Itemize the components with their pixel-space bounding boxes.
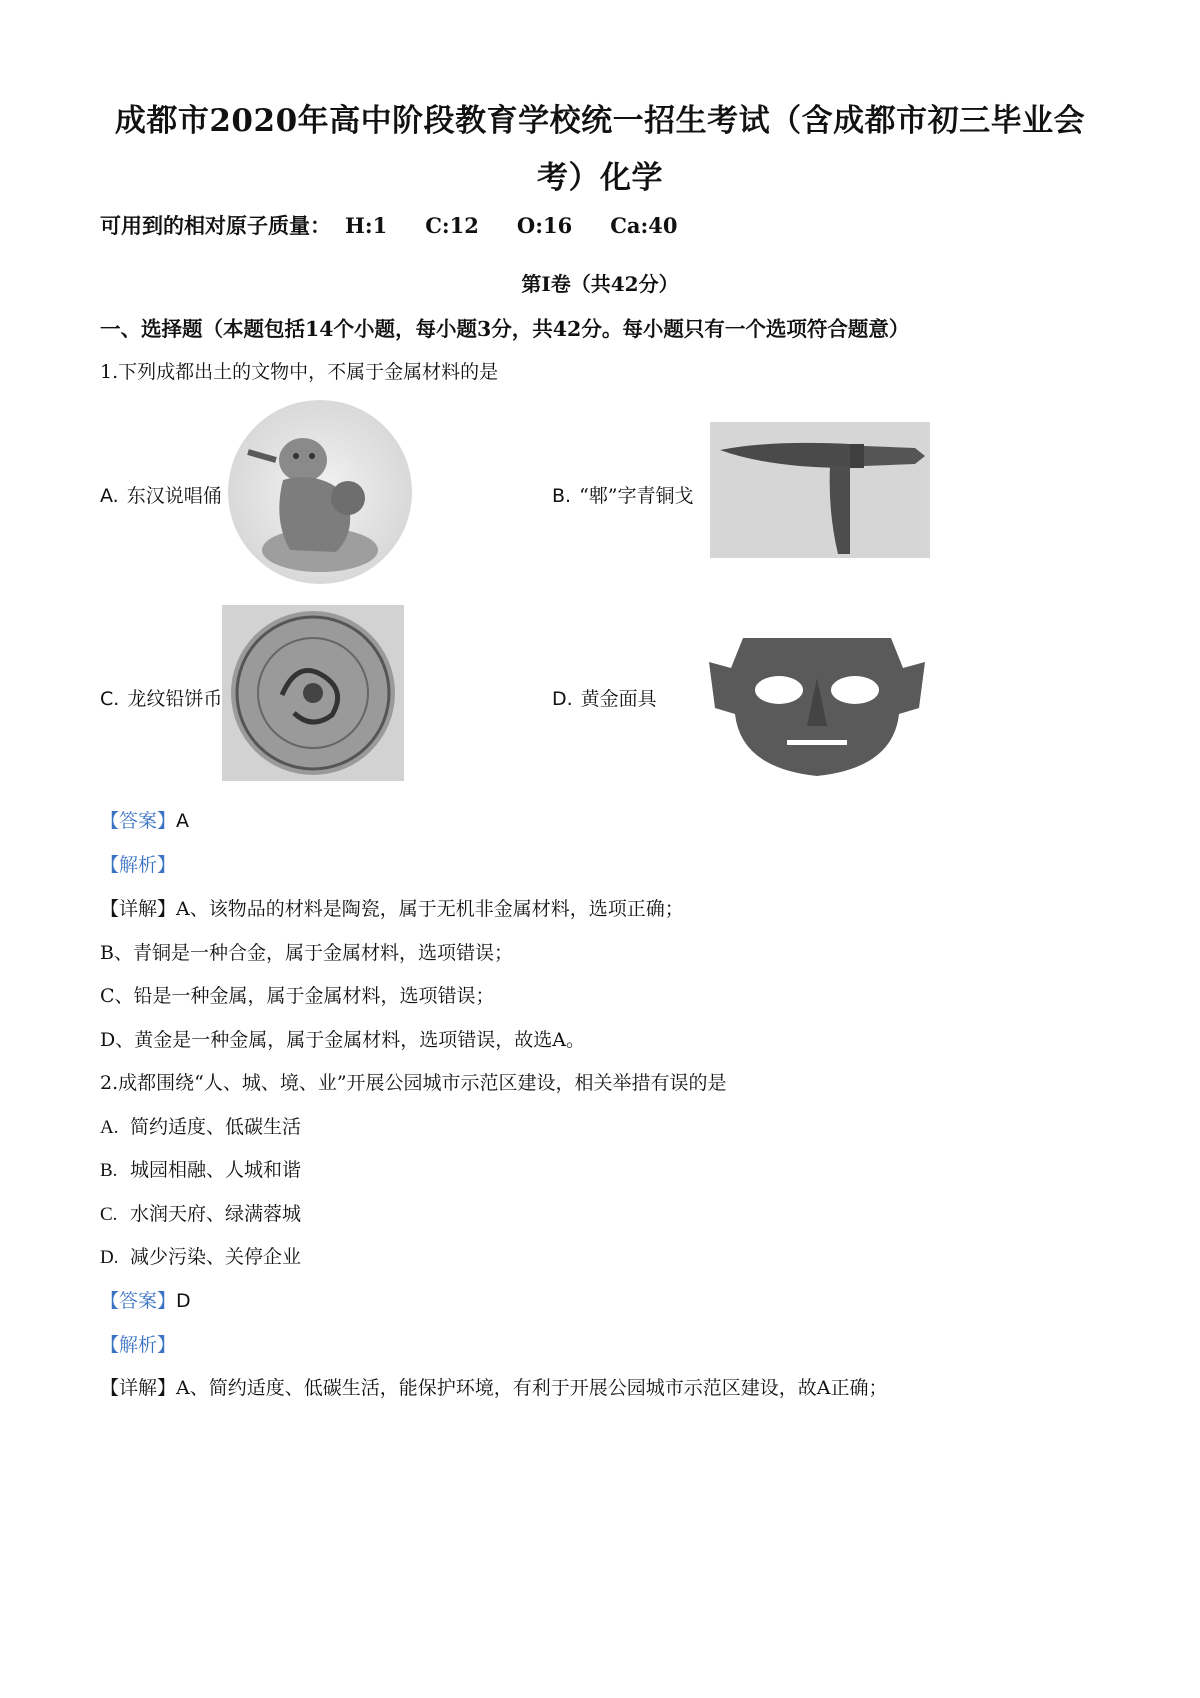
q2-detail-line-1 (100, 1373, 887, 1400)
q2-answer-line (100, 1286, 191, 1313)
q1-option-c-text: 龙纹铅饼币 (127, 688, 223, 710)
q2-option-c-text: 水润天府、绿满蓉城 (130, 1203, 302, 1225)
atomic-mass-label: 可用到的相对原子质量： (100, 213, 331, 238)
question-2-stem: 2.成都围绕“人、城、境、业”开展公园城市示范区建设，相关举措有误的是 (100, 1072, 727, 1094)
lead-coin-icon (222, 605, 404, 781)
q2-analysis-tag: 【解析】 (100, 1334, 177, 1356)
q1-option-d-text: 黄金面具 (580, 688, 657, 710)
q1-option-a (100, 481, 222, 508)
q2-detail-tag: 【详解】 (100, 1377, 177, 1399)
atomic-mass-h: H:1 (345, 213, 388, 238)
q1-option-b-text: “郫”字青铜戈 (579, 485, 694, 507)
exam-title-line-1: 成都市2020年高中阶段教育学校统一招生考试（含成都市初三毕业会 (114, 103, 1086, 139)
q1-detail-line-4: D、黄金是一种金属，属于金属材料，选项错误，故选A。 (100, 1029, 585, 1051)
q1-option-b-letter: B. (552, 485, 572, 507)
q2-detail-text-1: A、简约适度、低碳生活，能保护环境，有利于开展公园城市示范区建设，故A正确； (176, 1377, 888, 1399)
q1-answer-line (100, 806, 189, 833)
question-1-stem: 1.下列成都出土的文物中，不属于金属材料的是 (100, 361, 499, 383)
q2-option-c (100, 1199, 301, 1226)
q2-option-b-letter: B. (100, 1160, 118, 1181)
atomic-mass-ca: Ca:40 (610, 213, 678, 238)
q2-option-a-letter: A. (100, 1117, 119, 1138)
volume-heading: 第Ⅰ卷（共42分） (521, 272, 679, 296)
exam-title-line-2: 考）化学 (537, 160, 663, 196)
q2-option-b (100, 1155, 301, 1182)
q1-analysis-tag: 【解析】 (100, 854, 177, 876)
q2-option-b-text: 城园相融、人城和谐 (130, 1159, 302, 1181)
q1-detail-line-3: C、铅是一种金属，属于金属材料，选项错误； (100, 985, 495, 1007)
q1-option-a-letter: A. (100, 485, 119, 507)
section-heading: 一、选择题（本题包括14个小题，每小题3分，共42分。每小题只有一个选项符合题意） (100, 317, 910, 341)
atomic-mass-line (100, 210, 716, 240)
q2-option-a (100, 1112, 301, 1139)
bronze-dagger-axe-icon (710, 422, 930, 558)
q1-option-b (552, 481, 694, 508)
q2-option-d (100, 1242, 301, 1269)
q1-answer-value: A (176, 810, 190, 832)
atomic-mass-c: C:12 (425, 213, 479, 238)
atomic-mass-o: O:16 (516, 213, 573, 238)
q1-detail-line-2: B、青铜是一种合金，属于金属材料，选项错误； (100, 942, 513, 964)
q1-option-c-letter: C. (100, 688, 120, 710)
q2-answer-value: D (176, 1290, 191, 1312)
ceramic-figurine-icon (228, 400, 412, 584)
q2-option-d-letter: D. (100, 1247, 119, 1268)
q1-option-d (552, 684, 657, 711)
q2-answer-tag: 【答案】 (100, 1290, 177, 1312)
q1-option-c (100, 684, 222, 711)
q1-detail-line-1 (100, 894, 684, 921)
q2-option-d-text: 减少污染、关停企业 (130, 1246, 302, 1268)
q1-option-d-letter: D. (552, 688, 573, 710)
q1-detail-text-1: A、该物品的材料是陶瓷，属于无机非金属材料，选项正确； (176, 898, 684, 920)
q1-detail-tag: 【详解】 (100, 898, 177, 920)
gold-mask-icon (703, 628, 931, 778)
q2-option-c-letter: C. (100, 1204, 118, 1225)
q1-answer-tag: 【答案】 (100, 810, 177, 832)
q1-option-a-text: 东汉说唱俑 (126, 485, 222, 507)
q2-option-a-text: 简约适度、低碳生活 (130, 1116, 302, 1138)
